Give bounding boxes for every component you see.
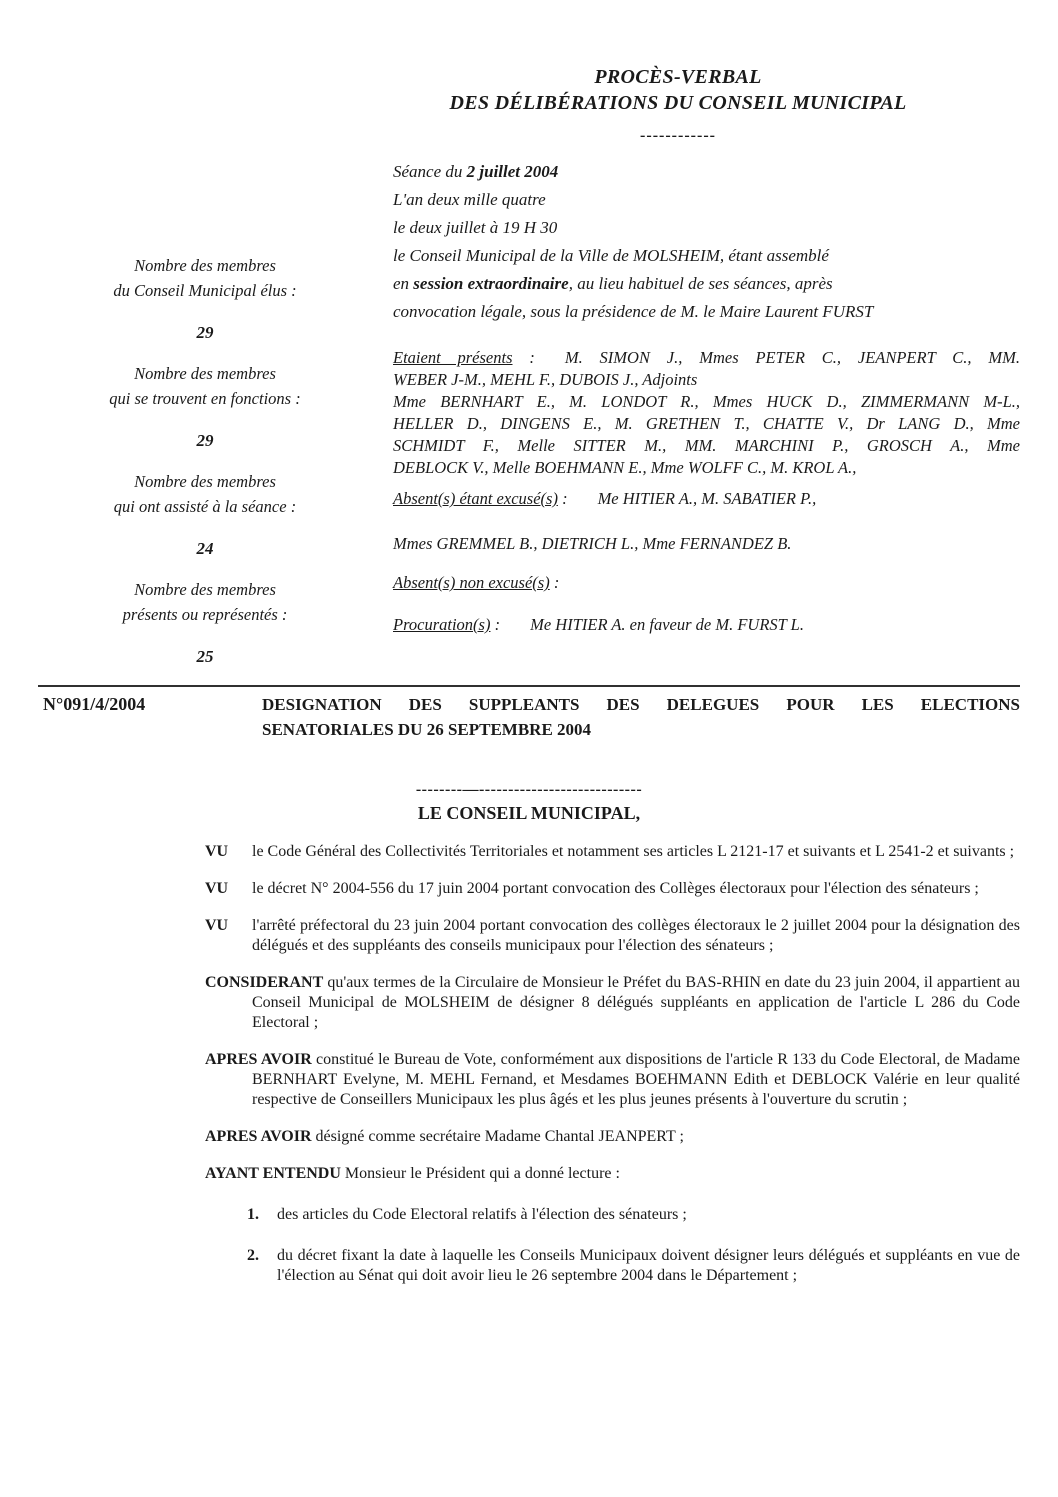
present-names-line: Mme BERNHART E., M. LONDOT R., Mmes HUCK D., ZIMMERMANN M-L., [393, 392, 1020, 411]
deliberation-subject [262, 692, 1020, 742]
absent-excused-names-line2: Mmes GREMMEL B., DIETRICH L., Mme FERNANDEZ B. [393, 534, 792, 553]
present-members-block: Etaient présents : M. SIMON J., Mmes PETER C., JEANPERT C., MM. WEBER J-M., MEHL F., DUBOIS J., Adjoints Mme BERNHART E., M. LONDOT R., Mmes HUCK D., ZIMMERMANN M-L., HELLER D., DINGENS E., M. GRETHEN T., CHATTE V., Dr LANG D., Mme SCHMIDT F., Melle SITTER M., MM. MARCHINI P., GROSCH A., Mme DEBLOCK V., Melle BOEHMANN E., Mme WOLFF C., M. KROL A., [393, 348, 1021, 477]
clause-vu-1 [205, 842, 1020, 862]
section-divider-rule [38, 685, 1020, 687]
absent-not-excused-label: Absent(s) non excusé(s) [393, 573, 550, 592]
stat-members-attended [40, 469, 370, 561]
proxy-label: Procuration(s) [393, 615, 491, 634]
deliberation-header [43, 692, 1020, 742]
stat-members-present-represented [40, 577, 370, 669]
stat-value: 24 [196, 539, 214, 558]
session-time-line: le deux juillet à 19 H 30 [393, 218, 558, 237]
absent-excused-line: Absent(s) étant excusé(s) : Me HITIER A., M. SABATIER P., [393, 489, 817, 508]
stat-label-line: qui ont assisté à la séance : [113, 497, 297, 516]
document-title-block [393, 64, 963, 144]
deliberation-subject-line1: DESIGNATION DES SUPPLEANTS DES DELEGUES POUR LES ELECTIONS [262, 695, 1020, 714]
clause-text: constitué le Bureau de Vote, conformément aux dispositions de l'article R 133 du Code Electoral, de Madame BERNHART Evelyne, M. MEHL Fernand, et Mesdames BOEHMANN Edith et DEBLOCK Valérie en leur qualité respective de Conseillers Municipaux les plus âgés et les plus jeunes présents à l'ouverture du scrutin ; [252, 1051, 1021, 1108]
clause-label: VU [205, 843, 229, 860]
list-item-2 [205, 1246, 1020, 1286]
clause-text: désigné comme secrétaire Madame Chantal JEANPERT ; [315, 1128, 684, 1145]
absent-excused-names: Me HITIER A., M. SABATIER P., [597, 489, 817, 508]
document-title-line2: DES DÉLIBÉRATIONS DU CONSEIL MUNICIPAL [449, 92, 907, 114]
deliberation-body [205, 842, 1020, 1286]
clause-label: CONSIDERANT [205, 974, 324, 991]
clause-vu-3 [205, 916, 1020, 956]
stat-value: 29 [196, 431, 214, 450]
present-names-line: HELLER D., DINGENS E., M. GRETHEN T., CHATTE V., Dr LANG D., Mme [393, 414, 1020, 433]
clause-considerant [205, 973, 1020, 1033]
clause-text: l'arrêté préfectoral du 23 juin 2004 portant convocation des collèges électoraux le 2 juillet 2004 pour la désignation des délégués et des suppléants des conseils municipaux pour l'élection des sénateurs ; [252, 917, 1020, 954]
present-names-line: M. SIMON J., Mmes PETER C., JEANPERT C., MM. [564, 348, 1021, 367]
document-title-line1: PROCÈS-VERBAL [594, 66, 762, 88]
absent-excused-label: Absent(s) étant excusé(s) [393, 489, 558, 508]
clause-apres-avoir-2 [205, 1127, 1020, 1147]
clause-vu-2 [205, 879, 1020, 899]
present-names-line: SCHMIDT F., Melle SITTER M., MM. MARCHINI P., GROSCH A., Mme [393, 436, 1020, 455]
session-date: 2 juillet 2004 [466, 162, 559, 181]
list-item-text: du décret fixant la date à laquelle les Conseils Municipaux doivent désigner leurs délégués et suppléants en vue de l'élection au Sénat qui doit avoir lieu le 26 septembre 2004 dans le Département ; [277, 1247, 1020, 1284]
stat-label-line: Nombre des membres [134, 580, 276, 599]
council-heading: LE CONSEIL MUNICIPAL, [417, 803, 641, 823]
proxy-line: Procuration(s) : Me HITIER A. en faveur de M. FURST L. [393, 615, 804, 634]
session-type-line: en session extraordinaire, au lieu habituel de ses séances, après [393, 274, 833, 293]
session-date-line: Séance du 2 juillet 2004 [393, 162, 559, 181]
deliberation-number: N°091/4/2004 [43, 694, 146, 714]
clause-ayant-entendu [205, 1164, 1020, 1184]
council-heading-block [0, 782, 1058, 824]
list-item-1 [205, 1205, 1020, 1225]
list-item-number: 1. [247, 1206, 259, 1223]
stat-label-line: Nombre des membres [134, 364, 276, 383]
clause-label: APRES AVOIR [205, 1051, 312, 1068]
session-presidence-line: convocation légale, sous la présidence de M. le Maire Laurent FURST [393, 302, 874, 321]
list-item-number: 2. [247, 1247, 259, 1264]
deliberation-subject-line2: SENATORIALES DU 26 SEPTEMBRE 2004 [262, 720, 592, 739]
clause-apres-avoir-1 [205, 1050, 1020, 1110]
stat-label-line: du Conseil Municipal élus : [113, 281, 297, 300]
session-details [393, 158, 1020, 636]
clause-text: qu'aux termes de la Circulaire de Monsieur le Préfet du BAS-RHIN en date du 23 juin 2004, il appartient au Conseil Municipal de MOLSHEIM de désigner 8 délégués suppléants en application de l'article L 286 du Code Electoral ; [252, 974, 1021, 1031]
present-label: Etaient présents [393, 348, 513, 367]
stat-label-line: présents ou représentés : [122, 605, 288, 624]
council-separator-dashes: --------—---------------------------- [415, 781, 643, 798]
clause-text: le décret N° 2004-556 du 17 juin 2004 portant convocation des Collèges électoraux pour l'élection des sénateurs ; [252, 880, 979, 897]
clause-label: VU [205, 917, 229, 934]
session-year-line: L'an deux mille quatre [393, 190, 546, 209]
clause-text: le Code Général des Collectivités Territoriales et notamment ses articles L 2121-17 et suivants et L 2541-2 et suivants ; [252, 843, 1015, 860]
stat-label-line: qui se trouvent en fonctions : [109, 389, 301, 408]
title-separator-dashes: ------------ [640, 127, 716, 144]
session-assembly-line: le Conseil Municipal de la Ville de MOLSHEIM, étant assemblé [393, 246, 829, 265]
stat-label-line: Nombre des membres [134, 256, 276, 275]
clause-label: APRES AVOIR [205, 1128, 312, 1145]
absent-not-excused-line: Absent(s) non excusé(s) : [393, 573, 560, 592]
list-item-text: des articles du Code Electoral relatifs à l'élection des sénateurs ; [277, 1206, 687, 1223]
proxy-text: Me HITIER A. en faveur de M. FURST L. [530, 615, 804, 634]
membership-stats [40, 253, 370, 685]
present-names-line: WEBER J-M., MEHL F., DUBOIS J., Adjoints [393, 370, 698, 389]
clause-label: AYANT ENTENDU [205, 1165, 341, 1182]
stat-members-elected [40, 253, 370, 345]
session-type: session extraordinaire [413, 274, 569, 293]
stat-value: 25 [196, 647, 214, 666]
clause-label: VU [205, 880, 229, 897]
stat-label-line: Nombre des membres [134, 472, 276, 491]
stat-members-in-office [40, 361, 370, 453]
present-names-line: DEBLOCK V., Melle BOEHMANN E., Mme WOLFF C., M. KROL A., [393, 458, 857, 477]
stat-value: 29 [196, 323, 214, 342]
clause-text: Monsieur le Président qui a donné lecture : [344, 1165, 620, 1182]
